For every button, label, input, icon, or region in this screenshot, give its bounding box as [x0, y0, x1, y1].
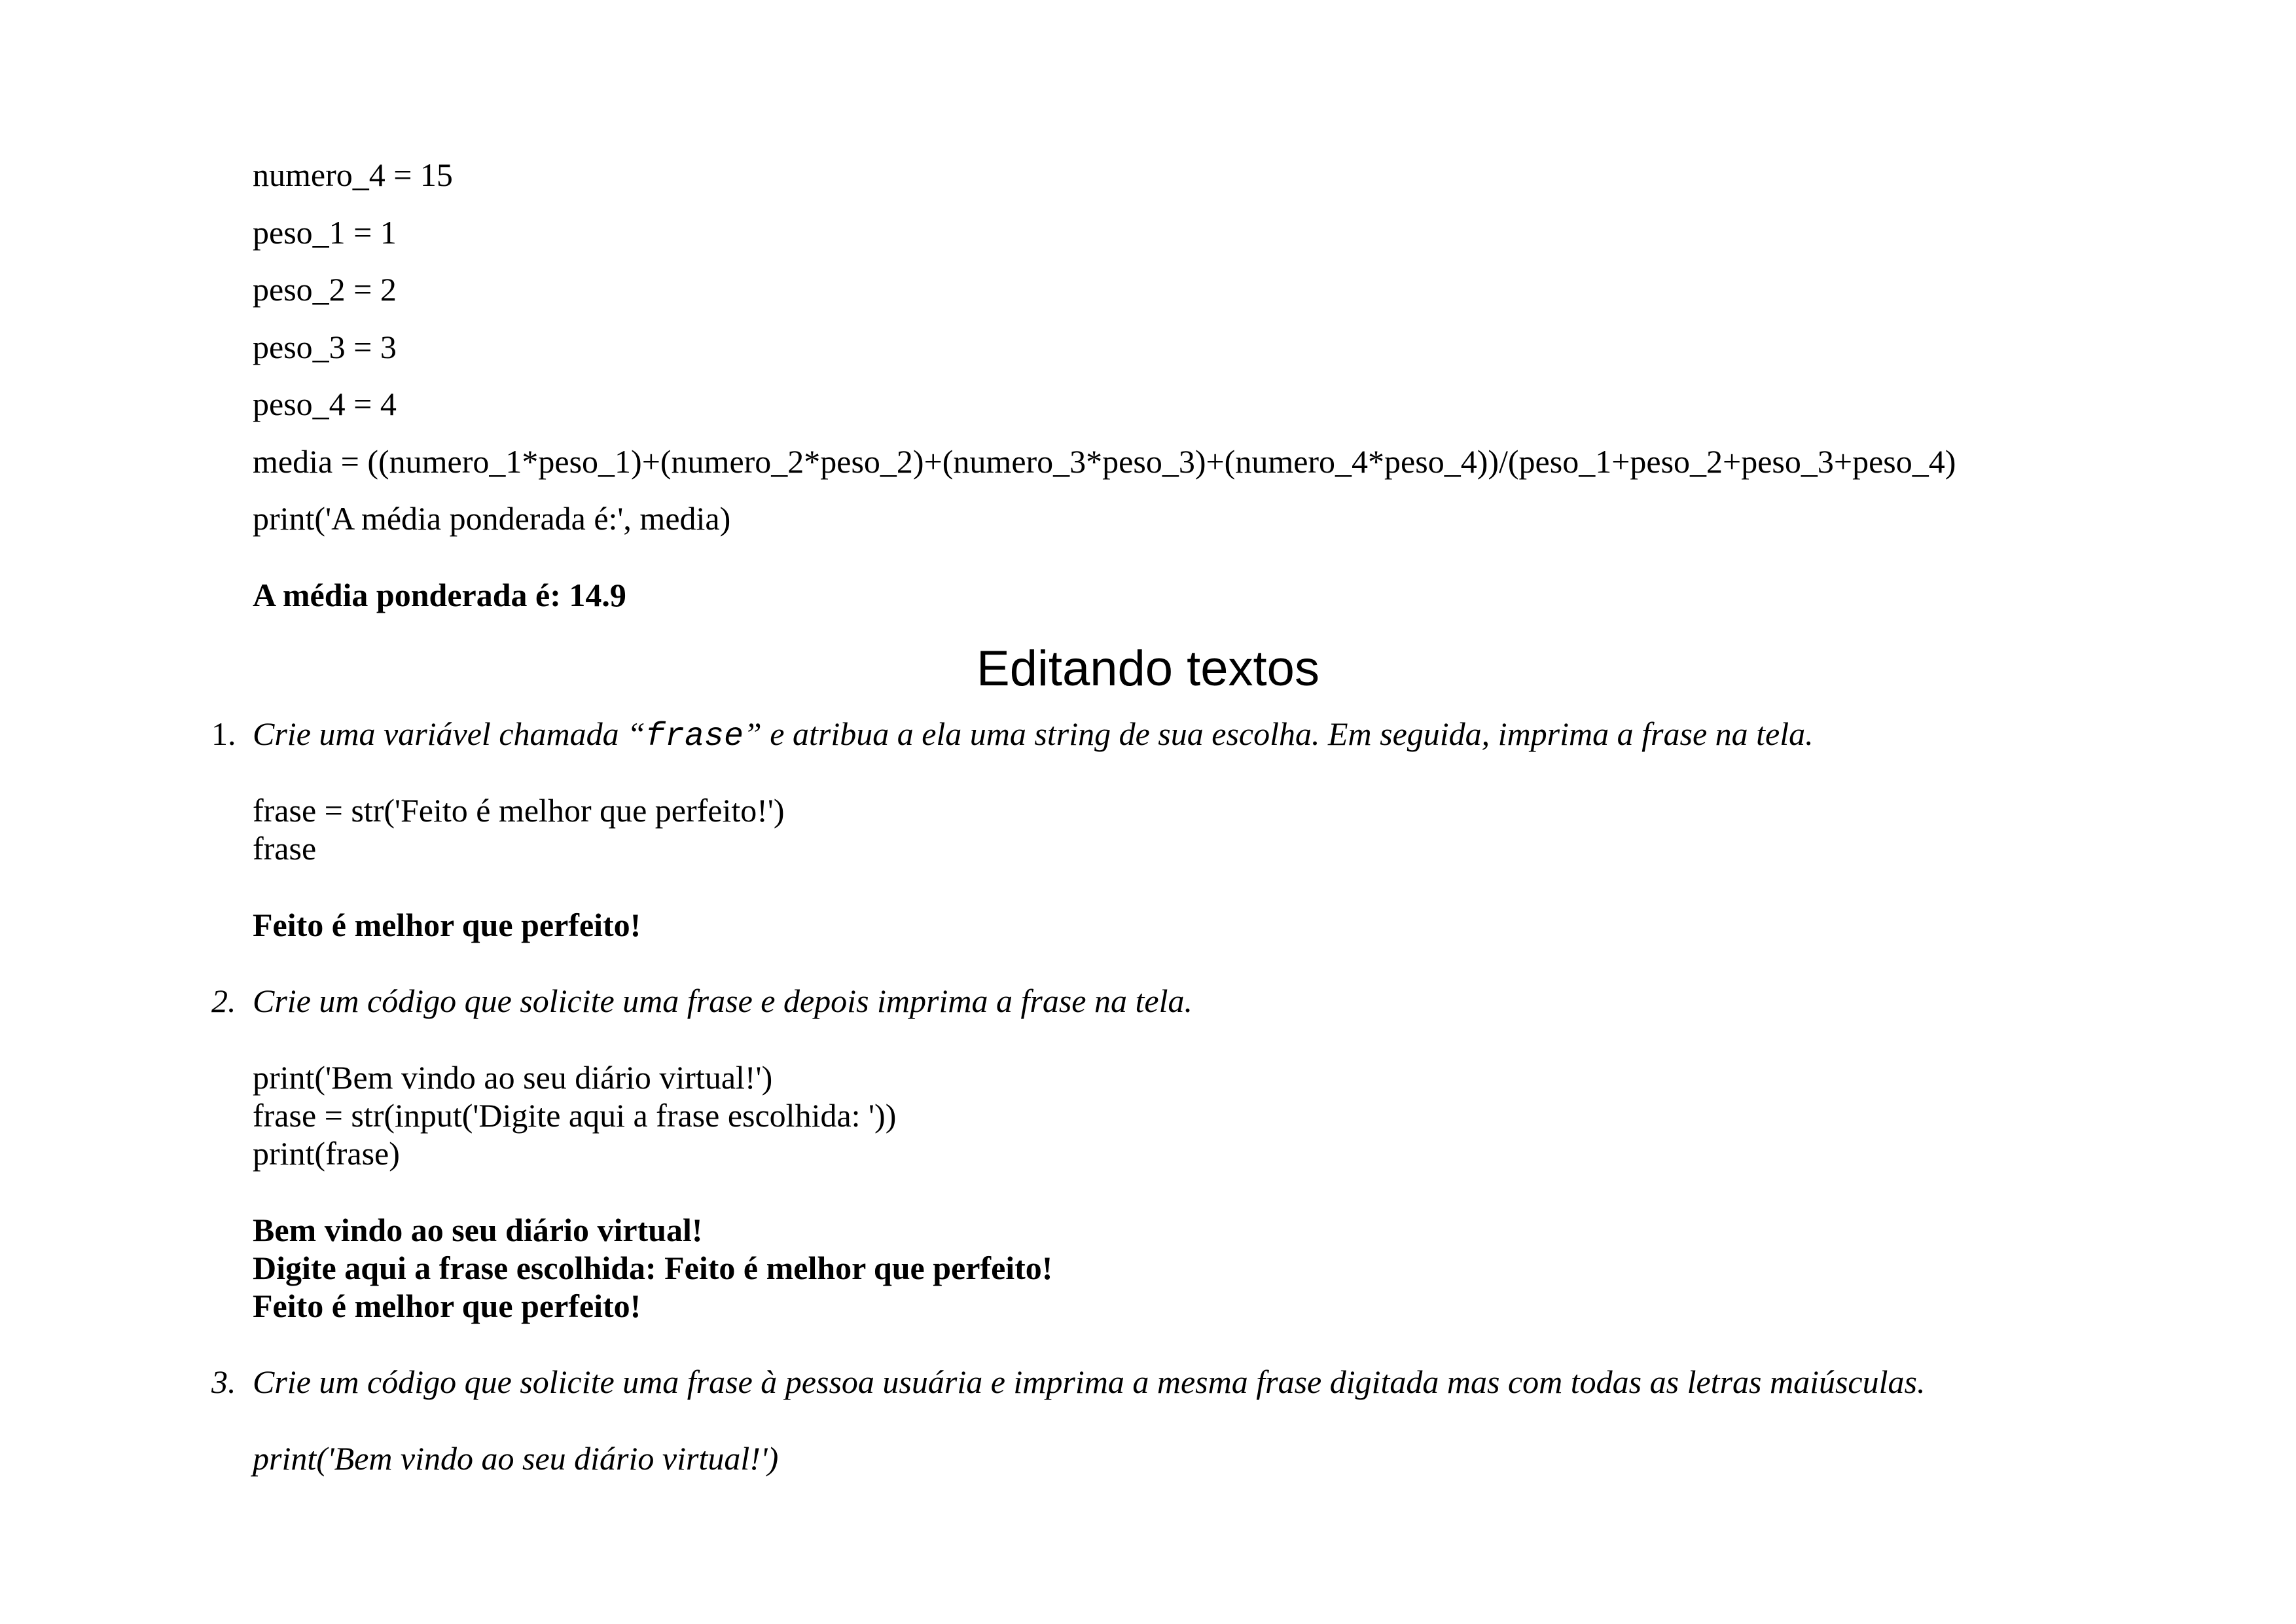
prompt-text: ” e atribua a ela uma string de sua escolha. Em seguida, imprima a frase na tela.: [743, 715, 1814, 752]
code-output: A média ponderada é: 14.9: [253, 577, 626, 613]
code-line: media = ((numero_1*peso_1)+(numero_2*peso_2)+(numero_3*peso_3)+(numero_4*peso_4))/(peso_1+peso_2+peso_3+peso_4): [253, 443, 1956, 480]
prompt-text: Crie uma variável chamada “: [253, 715, 645, 752]
code-output: Feito é melhor que perfeito!: [253, 907, 641, 943]
code-line: peso_1 = 1: [253, 214, 397, 251]
code-line: frase = str('Feito é melhor que perfeito!'): [253, 792, 785, 829]
inline-code: frase: [645, 718, 744, 755]
code-line: print('Bem vindo ao seu diário virtual!'): [253, 1440, 779, 1477]
code-line: numero_4 = 15: [253, 156, 453, 193]
section-heading: Editando textos: [977, 641, 1319, 696]
code-line: frase: [253, 830, 317, 867]
list-number: 3.: [211, 1363, 236, 1400]
code-line: peso_3 = 3: [253, 329, 397, 365]
list-number: 2.: [211, 983, 236, 1019]
exercise-prompt: Crie um código que solicite uma frase à pessoa usuária e imprima a mesma frase digitada mas com todas as letras maiúsculas.: [253, 1363, 1926, 1400]
code-line: frase = str(input('Digite aqui a frase escolhida: ')): [253, 1097, 897, 1134]
code-line: print(frase): [253, 1135, 400, 1172]
code-line: peso_2 = 2: [253, 271, 397, 308]
code-output: Bem vindo ao seu diário virtual!: [253, 1212, 703, 1248]
list-number: 1.: [211, 715, 236, 752]
code-output: Digite aqui a frase escolhida: Feito é melhor que perfeito!: [253, 1250, 1053, 1286]
code-line: print('A média ponderada é:', media): [253, 500, 731, 537]
exercise-prompt: Crie um código que solicite uma frase e depois imprima a frase na tela.: [253, 983, 1193, 1019]
code-line: print('Bem vindo ao seu diário virtual!'): [253, 1059, 773, 1096]
exercise-prompt: [253, 717, 1814, 753]
code-line: peso_4 = 4: [253, 386, 397, 422]
code-output: Feito é melhor que perfeito!: [253, 1288, 641, 1324]
